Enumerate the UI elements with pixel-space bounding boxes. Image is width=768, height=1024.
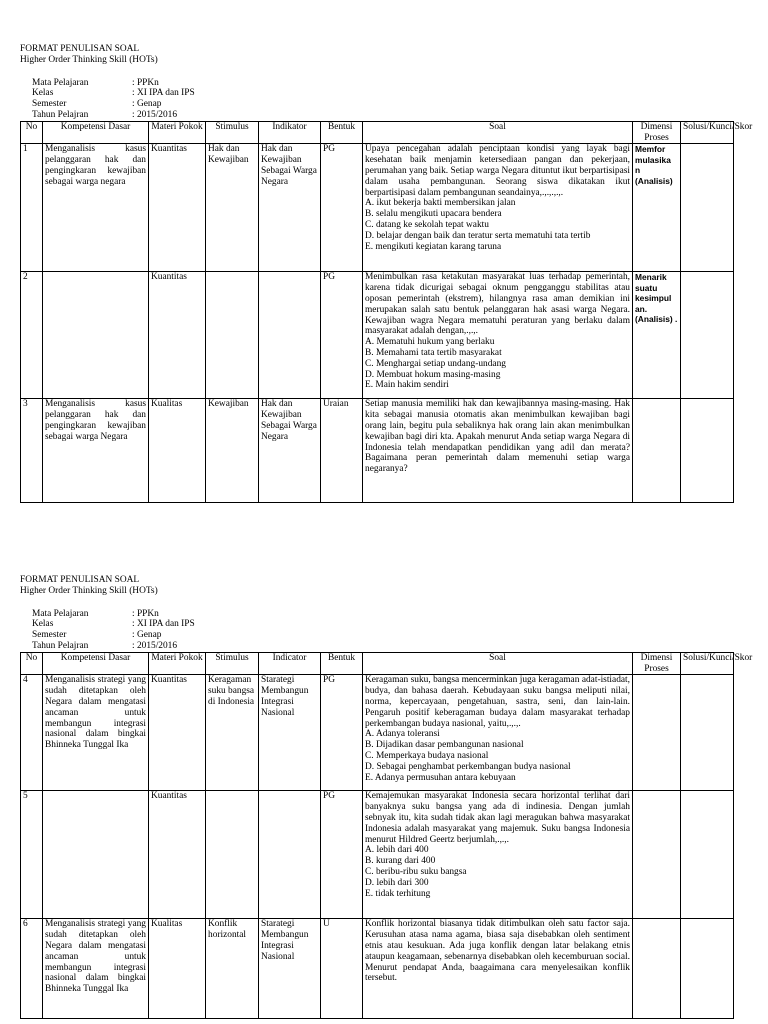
subject-info-row [20, 641, 683, 652]
cell-stimulus: Kewajiban [206, 399, 259, 503]
subject-info-row [20, 609, 683, 620]
cell-dimensi: Menarik suatu kesimpul an. (Analisis) . [633, 272, 681, 399]
question-row [21, 144, 734, 272]
column-header-soal: Soal [363, 652, 633, 675]
cell-indikator: Hak dan Kewajiban Sebagai Warga Negara [259, 399, 321, 503]
column-header-stimulus: Stimulus [206, 652, 259, 675]
column-header-bentuk: Bentuk [321, 652, 363, 675]
subject-info-label: Mata Pelajaran [32, 608, 89, 619]
cell-materi: Kuantitas [149, 675, 206, 791]
subject-info-row [20, 78, 683, 89]
answer-option: C. Menghargai setiap undang-undang [365, 358, 506, 369]
question-row [21, 675, 734, 791]
subject-info-label: Mata Pelajaran [32, 77, 89, 88]
column-header-kd: Kompetensi Dasar [43, 652, 149, 675]
subject-info-row [20, 99, 683, 110]
cell-indikator: Starategi Membangun Integrasi Nasional [259, 675, 321, 791]
subject-info-label: Kelas [32, 88, 54, 99]
document-subtitle: Higher Order Thinking Skill (HOTs) [20, 54, 158, 65]
column-header-stimulus: Stimulus [206, 121, 259, 144]
document-title: FORMAT PENULISAN SOAL [20, 44, 140, 54]
column-header-materi: Materi Pokok [149, 652, 206, 675]
cell-soal [363, 399, 633, 503]
question-text: Kemajemukan masyarakat Indonesia secara horizontal terlihat dari banyaknya suku bangsa yang ada di indinesia. Dengan jumlah sebnyak itu, kita sudah tidak akan lagi meragukan bahwa masyarakat Indonesia adalah masyarakat yang majemuk. Suku bangsa Indonesia menurut Hildred Geertz berjumlah,.,.,. [365, 791, 630, 845]
subject-info-label: Semester [32, 99, 67, 110]
cell-soal [363, 272, 633, 399]
question-text: Upaya pencegahan adalah penciptaan kondisi yang layak bagi kesehatan baik menjamin ketersediaan pangan dan pekerjaan, perumahan yang baik. Setiap warga Negara dituntut ikut berpartisipasi dalam usaha pembangunan. Seorang siswa dikatakan ikut berpartisipasi dalam pembangunan seandainya,.,.,.,.,. [365, 144, 630, 198]
answer-option: B. kurang dari 400 [365, 856, 436, 867]
answer-option: D. belajar dengan baik dan teratur serta mematuhi tata tertib [365, 230, 591, 241]
column-header-bentuk: Bentuk [321, 121, 363, 144]
cell-no: 4 [21, 675, 43, 791]
cell-stimulus [206, 272, 259, 399]
subject-info-value: : 2015/2016 [132, 109, 178, 120]
column-header-dimensi: Dimensi Proses [633, 121, 681, 144]
answer-option: E. Adanya permusuhan antara kebuyaan [365, 772, 516, 783]
format-section-2 [20, 575, 753, 1019]
cell-materi: Kuantitas [149, 272, 206, 399]
cell-kd: Menganalisis strategi yang sudah ditetapkan oleh Negara dalam mengatasi ancaman untuk membangun integrasi nasional dalam bingkai Bhinneka Tunggal Ika [43, 919, 149, 1019]
cell-bentuk: PG [321, 144, 363, 272]
column-header-indikator: Indicator [259, 652, 321, 675]
cell-solusi [681, 791, 734, 919]
cell-no: 2 [21, 272, 43, 399]
column-header-solusi: Solusi/Kunci/Skor [681, 121, 734, 144]
answer-option: D. Membuat hokum masing-masing [365, 369, 501, 380]
answer-option: C. Memperkaya budaya nasional [365, 750, 489, 761]
column-header-materi: Materi Pokok [149, 121, 206, 144]
column-header-no: No [21, 121, 43, 144]
cell-materi: Kuantitas [149, 144, 206, 272]
subject-info-row [20, 110, 683, 121]
answer-option: B. selalu mengikuti upacara bendera [365, 209, 502, 220]
answer-option: B. Memahami tata tertib masyarakat [365, 347, 502, 358]
cell-indikator [259, 791, 321, 919]
question-text: Menimbulkan rasa ketakutan masyarakat luas terhadap pemerintah, karena tidak dicurigai sebagai oknum pengganggu stabilitas atau oposan pemerintah (ekstrem), hilangnya rasa aman demikian ini merupakan salah satu bentuk pelanggaran hak asasi warga Negara. Kewajiban wagra Negara mematuhi peraturan yang berlaku dalam masyarakat adalah dengan,.,.,. [365, 272, 630, 337]
cell-kd [43, 791, 149, 919]
cell-bentuk: PG [321, 272, 363, 399]
cell-dimensi [633, 675, 681, 791]
cell-kd [43, 272, 149, 399]
cell-indikator: Starategi Membangun Integrasi Nasional [259, 919, 321, 1019]
table-header-row [21, 652, 734, 675]
subject-info-label: Tahun Pelajran [32, 109, 89, 120]
cell-indikator: Hak dan Kewajiban Sebagai Warga Negara [259, 144, 321, 272]
column-header-dimensi: Dimensi Proses [633, 652, 681, 675]
subject-info [20, 78, 683, 121]
answer-option: A. Mematuhi hukum yang berlaku [365, 337, 495, 348]
subject-info-value: : XI IPA dan IPS [132, 619, 195, 630]
cell-materi: Kualitas [149, 919, 206, 1019]
question-text: Keragaman suku, bangsa mencerminkan juga keragaman adat-istiadat, budya, dan bahasa daerah. Kebudayaan suku bangsa meliputi nilai, norma, kepercayaan, pengetahuan, sastra, seni, dan lain-lain. Pengaruh positif keberagaman budaya dalam masyarakat terhadap perkembangan budaya nasional, yaitu,.,.,. [365, 675, 630, 729]
cell-no: 1 [21, 144, 43, 272]
answer-option: D. Sebagai penghambat perkembangan budya nasional [365, 761, 571, 772]
question-row [21, 919, 734, 1019]
cell-solusi [681, 399, 734, 503]
subject-info-label: Tahun Pelajran [32, 640, 89, 651]
column-header-soal: Soal [363, 121, 633, 144]
cell-dimensi: Memfor mulasika n (Analisis) [633, 144, 681, 272]
question-text: Konflik horizontal biasanya tidak ditimbulkan oleh satu factor saja. Kerusuhan atasa nama agama, biasa saja disebabkan oleh sentiment etnis atau kesukuan. Ada juga konflik dengan latar belakang etnis ataupun keagamaan, sebenarnya disebabkan oleh kecemburuan social. Menurut pendapat Anda, baagaimana cara menyelesaikan konflik tersebut. [365, 919, 630, 984]
question-table [20, 652, 753, 1020]
question-row [21, 791, 734, 919]
cell-bentuk: Uraian [321, 399, 363, 503]
subject-info-value: : PPKn [132, 77, 159, 88]
cell-bentuk: PG [321, 791, 363, 919]
subject-info-value: : Genap [132, 630, 162, 641]
column-header-kd: Kompetensi Dasar [43, 121, 149, 144]
document-title: FORMAT PENULISAN SOAL [20, 575, 140, 585]
cell-stimulus: Hak dan Kewajiban [206, 144, 259, 272]
answer-option: E. mengikuti kegiatan karang taruna [365, 241, 502, 252]
cell-dimensi [633, 919, 681, 1019]
cell-kd: Menganalisis kasus pelanggaran hak dan pengingkaran kewajiban sebagai warga negara [43, 144, 149, 272]
cell-no: 5 [21, 791, 43, 919]
cell-stimulus: Konflik horizontal [206, 919, 259, 1019]
subject-info-label: Semester [32, 630, 67, 641]
cell-kd: Menganalisis kasus pelanggaran hak dan pengingkaran kewajiban sebagai warga Negara [43, 399, 149, 503]
answer-option: C. datang ke sekolah tepat waktu [365, 219, 489, 230]
answer-option: B. Dijadikan dasar pembangunan nasional [365, 740, 524, 751]
subject-info [20, 609, 683, 652]
column-header-solusi: Solusi/Kunci/Skor [681, 652, 734, 675]
question-row [21, 399, 734, 503]
cell-kd: Menganalisis strategi yang sudah ditetapkan oleh Negara dalam mengatasi ancaman untuk membangun integrasi nasional dalam bingkai Bhinneka Tunggal Ika [43, 675, 149, 791]
answer-option: A. Adanya toleransi [365, 729, 440, 740]
subject-info-value: : 2015/2016 [132, 640, 178, 651]
cell-no: 6 [21, 919, 43, 1019]
cell-bentuk: U [321, 919, 363, 1019]
cell-soal [363, 144, 633, 272]
cell-stimulus: Keragaman suku bangsa di Indonesia [206, 675, 259, 791]
cell-dimensi [633, 399, 681, 503]
subject-info-row [20, 619, 683, 630]
cell-soal [363, 791, 633, 919]
answer-option: E. Main hakim sendiri [365, 380, 449, 391]
subject-info-value: : PPKn [132, 608, 159, 619]
cell-soal [363, 675, 633, 791]
subject-info-label: Kelas [32, 619, 54, 630]
subject-info-value: : XI IPA dan IPS [132, 88, 195, 99]
question-row [21, 272, 734, 399]
subject-info-row [20, 88, 683, 99]
document-subtitle: Higher Order Thinking Skill (HOTs) [20, 585, 158, 596]
answer-option: A. ikut bekerja bakti membersikan jalan [365, 198, 516, 209]
cell-solusi [681, 675, 734, 791]
answer-option: D. lebih dari 300 [365, 877, 429, 888]
question-text: Setiap manusia memiliki hak dan kewajibannya masing-masing. Hak kita sebagai manusia otomatis akan menimbulkan kewajiban bagi orang lain, begitu pula sebaliknya hak orang lain akan menimbulkan kewajiban bagi diri kta. Apakah menurut Anda setiap warga Negara di Indonesia telah mendapatkan pendidikan yang adil dan merata? Bagaimana peran pemerintah dalam memenuhi setiap warga negaranya? [365, 399, 630, 475]
answer-option: C. beribu-ribu suku bangsa [365, 866, 467, 877]
cell-no: 3 [21, 399, 43, 503]
answer-option: E. tidak terhitung [365, 888, 431, 899]
cell-materi: Kualitas [149, 399, 206, 503]
cell-soal [363, 919, 633, 1019]
format-section-1 [20, 44, 753, 503]
cell-bentuk: PG [321, 675, 363, 791]
subject-info-row [20, 630, 683, 641]
cell-solusi [681, 272, 734, 399]
cell-stimulus [206, 791, 259, 919]
cell-indikator [259, 272, 321, 399]
cell-dimensi [633, 791, 681, 919]
cell-materi: Kuantitas [149, 791, 206, 919]
table-header-row [21, 121, 734, 144]
answer-option: A. lebih dari 400 [365, 845, 429, 856]
column-header-no: No [21, 652, 43, 675]
column-header-indikator: Indikator [259, 121, 321, 144]
cell-solusi [681, 144, 734, 272]
cell-solusi [681, 919, 734, 1019]
subject-info-value: : Genap [132, 99, 162, 110]
question-table [20, 121, 753, 504]
